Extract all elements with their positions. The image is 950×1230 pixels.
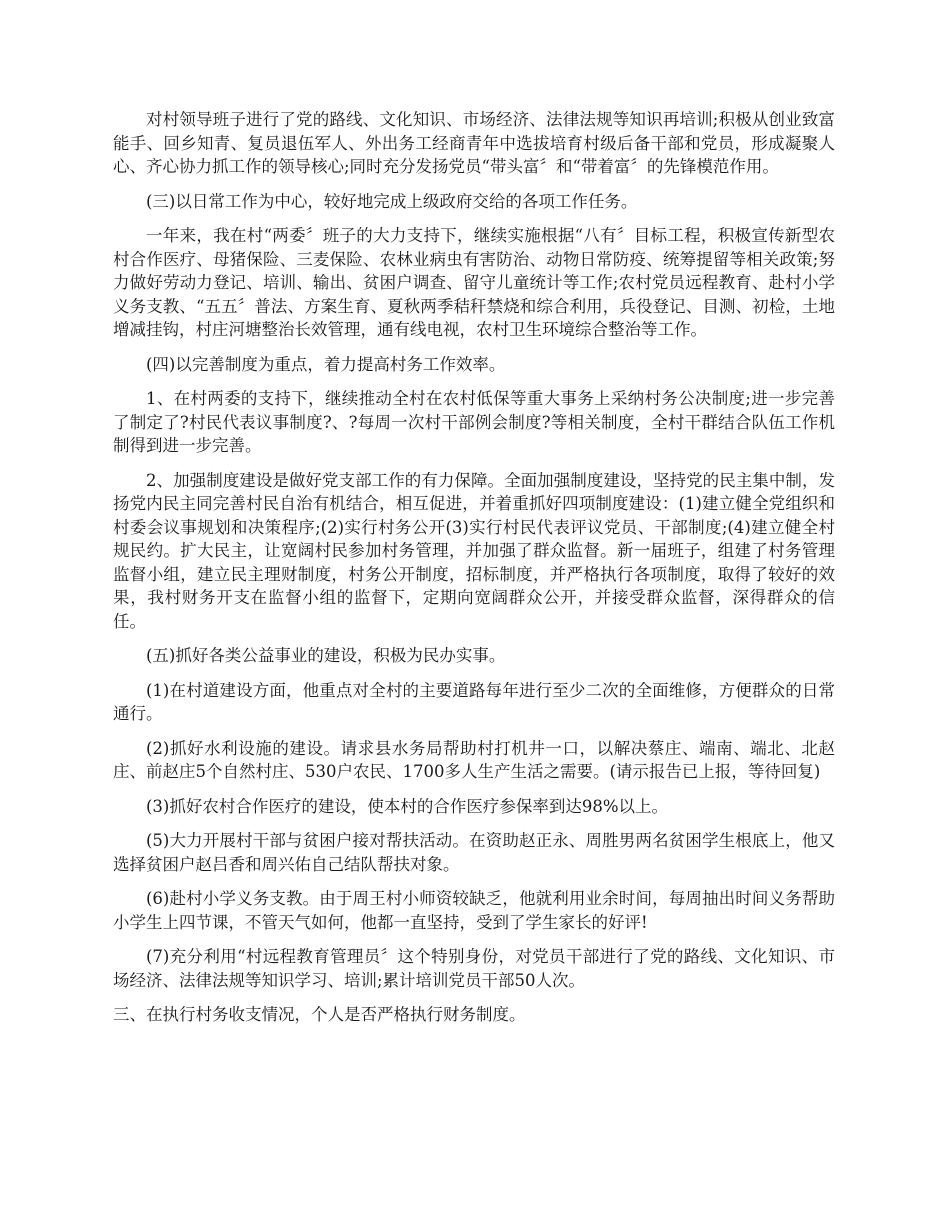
paragraph-medical: (3)抓好农村合作医疗的建设，使本村的合作医疗参保率到达98%以上。 [146, 796, 669, 816]
heading-section-4: (四)以完善制度为重点，着力提高村务工作效率。 [146, 354, 506, 374]
heading-section-3: (三)以日常工作为中心，较好地完成上级政府交给的各项工作任务。 [146, 191, 638, 211]
paragraph-item-2-system-building: 2、加强制度建设是做好党支部工作的有力保障。全面加强制度建设，坚持党的民主集中制，发扬党内民主同完善村民自治有机结合，相互促进，并着重抓好四项制度建设：(1)建立健全党组织和村委会议事规划和决策程序;(2)实行村务公开(3)实行村民代表评议党员、干部制度;(4)建立健全村规民约。扩大民主，让宽阔村民参加村务管理，并加强了群众监督。新一届班子，组建了村务管理监督小组，建立民主理财制度，村务公开制度，招标制度，并严格执行各项制度，取得了较好的效果，我村财务开支在监督小组的监督下，定期向宽阔群众公开，并接受群众监督，深得群众的信任。 [113, 470, 835, 631]
heading-section-5: (五)抓好各类公益事业的建设，积极为民办实事。 [146, 646, 506, 665]
paragraph-item-1-system: 1、在村两委的支持下，继续推动全村在农村低保等重大事务上采纳村务公决制度;进一步完善了制定了?村民代表议事制度?、?每周一次村干部例会制度?等相关制度，全村干群结合队伍工作机制得到进一步完善。 [113, 389, 835, 455]
paragraph-remote-education: (7)充分利用“村远程教育管理员〞这个特别身份，对党员干部进行了党的路线、文化知识、市场经济、法律法规等知识学习、培训;累计培训党员干部50人次。 [113, 947, 835, 990]
paragraph-water: (2)抓好水利设施的建设。请求县水务局帮助村打机井一口，以解决蔡庄、端南、端北、北赵庄、前赵庄5个自然村庄、530户农民、1700多人生产生活之需要。(请示报告已上报，等待回复) [113, 738, 835, 781]
paragraph-daily-work: 一年来，我在村“两委〞班子的大力支持下，继续实施根据“八有〞目标工程，积极宣传新型农村合作医疗、母猪保险、三麦保险、农林业病虫有害防治、动物日常防疫、统筹提留等相关政策;努力做好劳动力登记、培训、输出、贫困户调查、留守儿童统计等工作;农村党员远程教育、赴村小学义务支教、“五五〞普法、方案生育、夏秋两季秸秆禁烧和综合利用，兵役登记、目测、初检，土地增减挂钩，村庄河塘整治长效管理，通有线电视，农村卫生环境综合整治等工作。 [113, 226, 835, 339]
paragraph-teaching: (6)赴村小学义务支教。由于周王村小师资较缺乏，他就利用业余时间，每周抽出时间义务帮助小学生上四节课，不管天气如何，他都一直坚持，受到了学生家长的好评! [113, 889, 835, 932]
heading-part-3: 三、在执行村务收支情况，个人是否严格执行财务制度。 [113, 1005, 526, 1024]
paragraph-poverty-aid: (5)大力开展村干部与贫困户接对帮扶活动。在资助赵正永、周胜男两名贫困学生根底上，他又选择贫困户赵吕香和周兴佑自己结队帮扶对象。 [113, 831, 835, 874]
paragraph-party-training: 对村领导班子进行了党的路线、文化知识、市场经济、法律法规等知识再培训;积极从创业致富能手、回乡知青、复员退伍军人、外出务工经商青年中选拔培育村级后备干部和党员，形成凝聚人心、齐心协力抓工作的领导核心;同时充分发扬党员“带头富〞和“带着富〞的先锋模范作用。 [113, 110, 835, 176]
paragraph-roads: (1)在村道建设方面，他重点对全村的主要道路每年进行至少二次的全面维修，方便群众的日常通行。 [113, 680, 835, 723]
document-body [113, 108, 835, 1038]
